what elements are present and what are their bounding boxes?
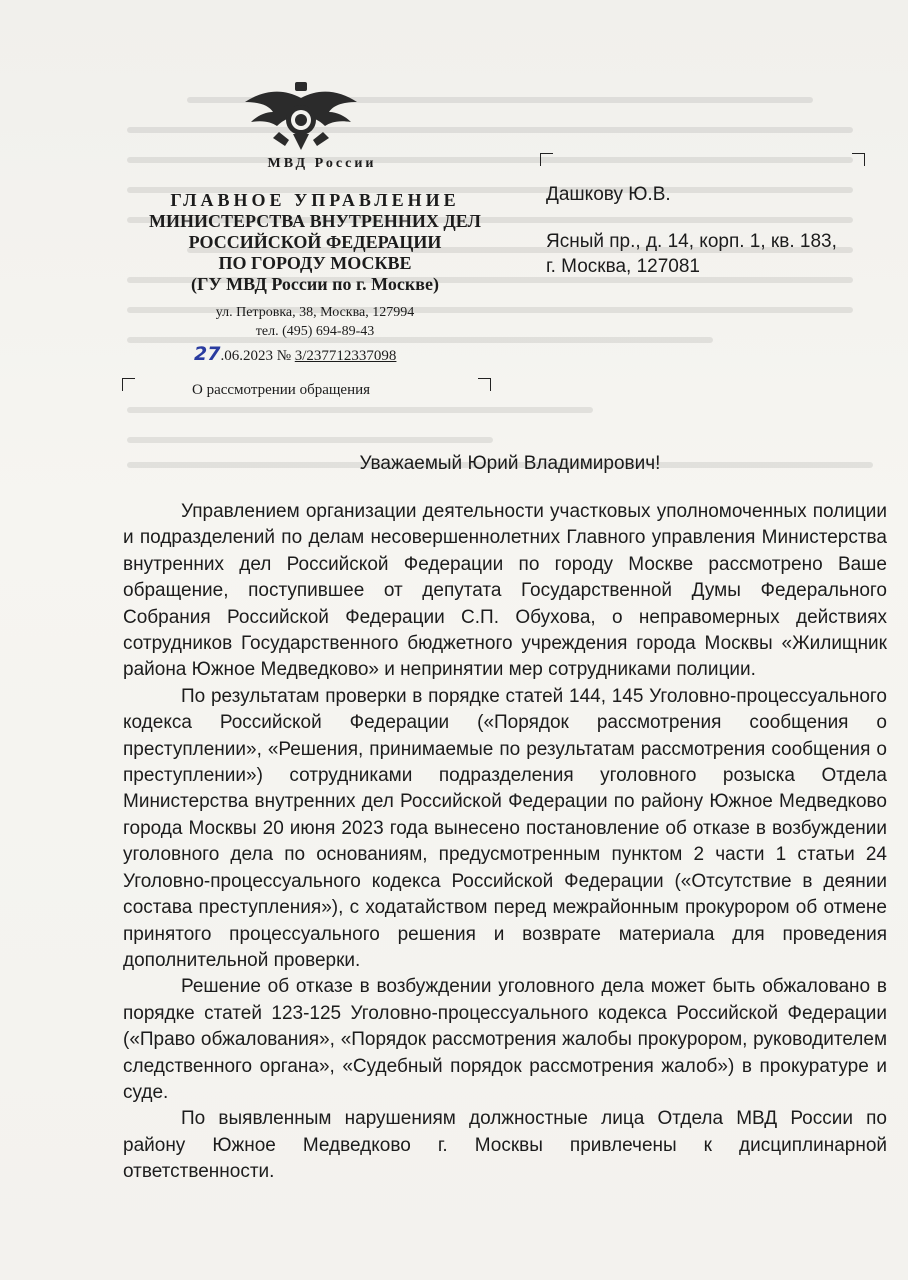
org-phone: тел. (495) 694-89-43 <box>255 324 375 339</box>
recipient-address-line-1: Ясный пр., д. 14, корп. 1, кв. 183, <box>546 231 837 252</box>
number-sign: № <box>276 348 292 364</box>
org-full-name <box>110 190 520 295</box>
subject-corner-left <box>122 378 135 391</box>
greeting: Уважаемый Юрий Владимирович! <box>359 453 661 474</box>
org-line-3: РОССИЙСКОЙ ФЕДЕРАЦИИ <box>188 232 442 252</box>
org-line-1: ГЛАВНОЕ УПРАВЛЕНИЕ <box>170 190 460 210</box>
body-paragraph-4: По выявленным нарушениям должностные лица Отдела МВД России по району Южное Медведково г. Москвы привлечены к дисциплинарной ответственности. <box>123 1108 887 1183</box>
recipient-corner-right <box>852 153 865 166</box>
date-rest: .06.2023 <box>220 348 273 364</box>
org-line-2: МИНИСТЕРСТВА ВНУТРЕННИХ ДЕЛ <box>149 211 481 231</box>
org-address <box>140 303 490 341</box>
letter-body <box>123 499 887 1186</box>
handwritten-date-day: 27 <box>194 343 221 365</box>
org-street-address: ул. Петровка, 38, Москва, 127994 <box>215 305 415 320</box>
org-line-5: (ГУ МВД России по г. Москве) <box>191 274 439 294</box>
mvd-emblem-icon <box>243 80 359 152</box>
org-short-name: МВД России <box>267 156 377 171</box>
recipient-name: Дашкову Ю.В. <box>546 184 671 205</box>
body-paragraph-1: Управлением организации деятельности участковых уполномоченных полиции и подразделений по делам несовершеннолетних Главного управления Министерства внутренних дел Российской Федерации по городу Москве рассмотрено Ваше обращение, поступившее от депутата Государственной Думы Федерального Собрания Российской Федерации С.П. Обухова, о неправомерных действиях сотрудников Государственного бюджетного учреждения города Москвы «Жилищник района Южное Медведково» и непринятии мер сотрудниками полиции. <box>123 501 887 681</box>
recipient-corner-left <box>540 153 553 166</box>
org-line-4: ПО ГОРОДУ МОСКВЕ <box>218 253 412 273</box>
recipient-address-line-2: г. Москва, 127081 <box>546 256 700 277</box>
body-paragraph-3: Решение об отказе в возбуждении уголовного дела может быть обжаловано в порядке статей 123-125 Уголовно-процессуального кодекса Российской Федерации («Право обжалования», «Порядок рассмотрения жалобы прокурором, руководителем следственного органа», «Судебный порядок рассмотрения жалоб») в прокуратуре и суде. <box>123 976 887 1103</box>
subject-line: О рассмотрении обращения <box>192 382 371 398</box>
registration-line <box>194 343 396 365</box>
recipient-block <box>546 182 886 279</box>
outgoing-number: 3/237712337098 <box>294 348 397 364</box>
subject-corner-right <box>478 378 491 391</box>
body-paragraph-2: По результатам проверки в порядке статей 144, 145 Уголовно-процессуального кодекса Российской Федерации («Порядок рассмотрения сообщения о преступлении», «Решения, принимаемые по результатам рассмотрения сообщения о преступлении») сотрудниками подразделения уголовного розыска Отдела Министерства внутренних дел Российской Федерации по району Южное Медведково города Москвы 20 июня 2023 года вынесено постановление об отказе в возбуждении уголовного дела по основаниям, предусмотренным пунктом 2 части 1 статьи 24 Уголовно-процессуального кодекса Российской Федерации («Отсутствие в деянии состава преступления»), с ходатайством перед межрайонным прокурором об отмене принятого процессуального решения и возврате материала для проведения дополнительной проверки. <box>123 685 887 971</box>
